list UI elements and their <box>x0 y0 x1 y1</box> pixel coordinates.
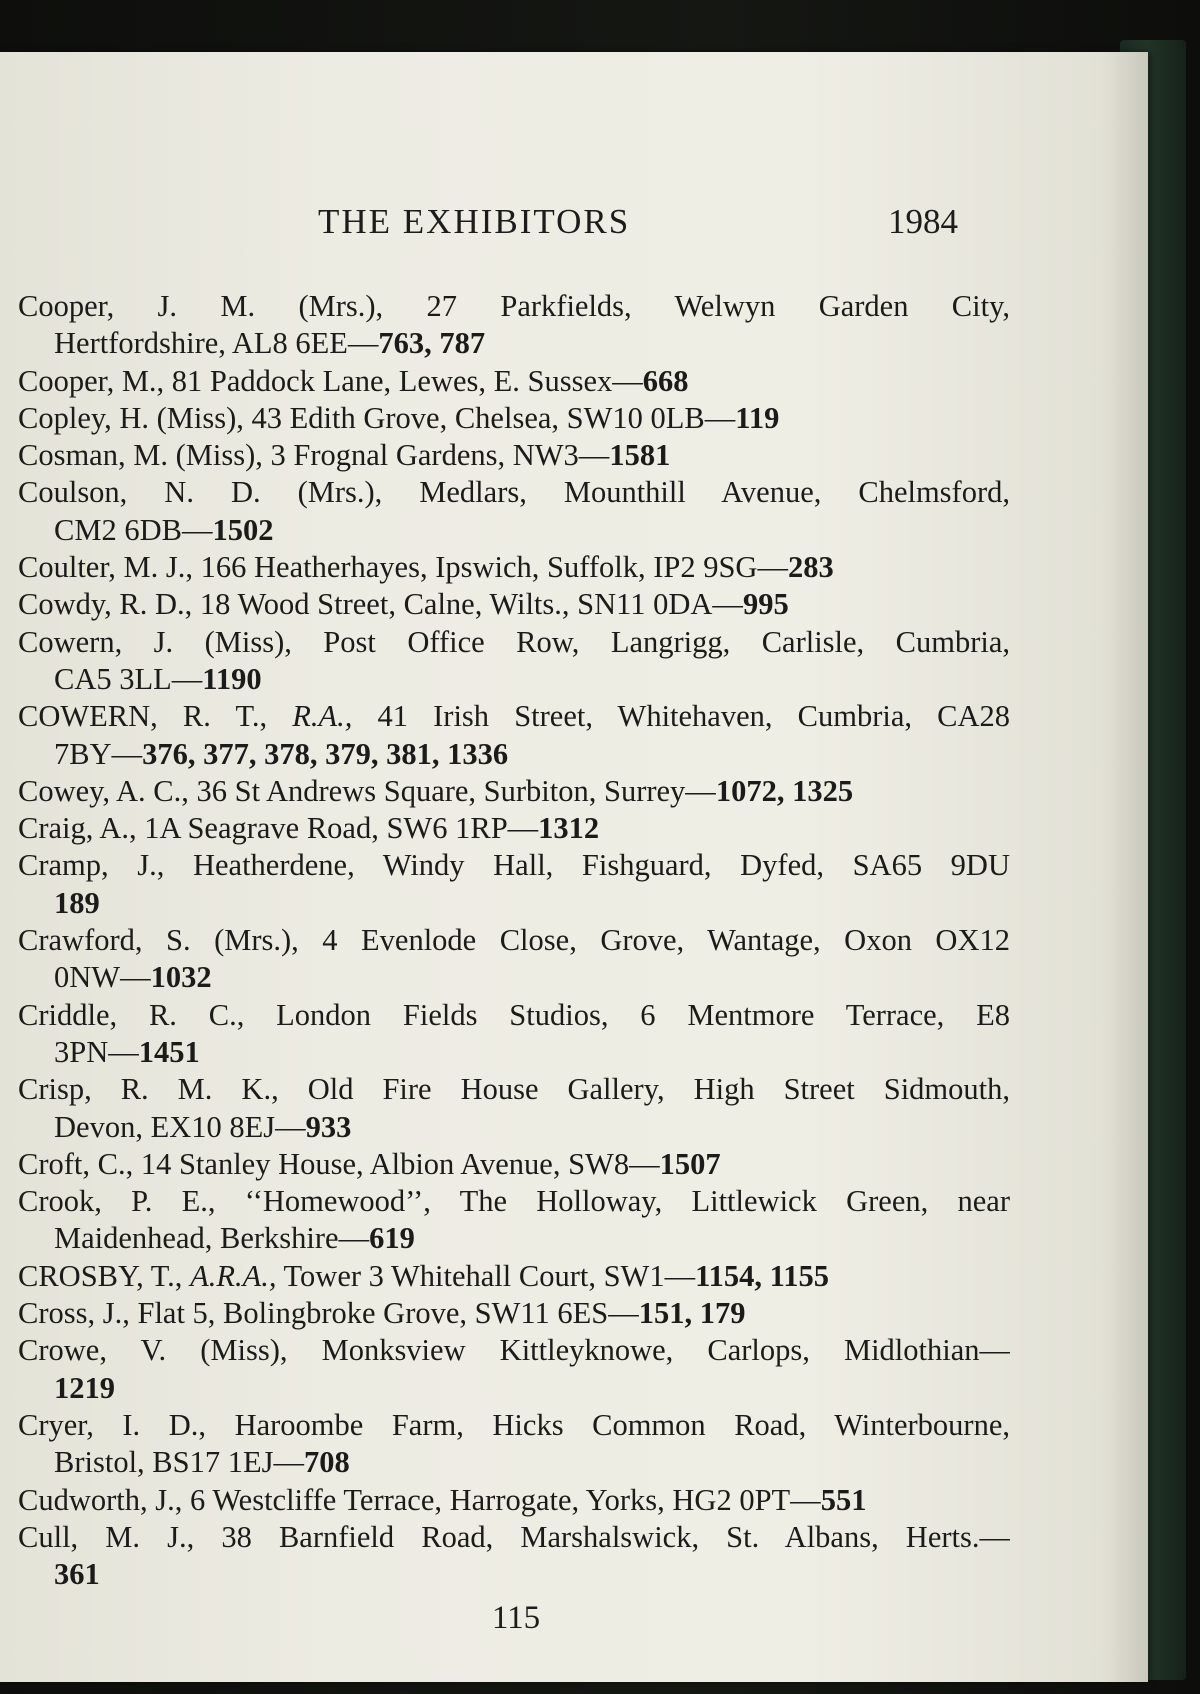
exhibitor-address: 41 Irish Street, Whitehaven, Cumbria, CA28 <box>377 699 1010 734</box>
entry-line <box>18 922 1010 959</box>
catalogue-numbers: 995 <box>742 587 789 622</box>
exhibitor-address: Cowdy, R. D., 18 Wood Street, Calne, Wilts., SN11 0DA— <box>18 587 743 622</box>
catalogue-numbers: 1502 <box>212 512 274 547</box>
exhibitor-address-continued: 7BY— <box>54 736 143 771</box>
exhibitor-address-continued: Bristol, BS17 1EJ— <box>54 1445 304 1480</box>
entry-line <box>18 1183 1010 1220</box>
exhibitor-entry <box>18 1071 1010 1146</box>
exhibitor-entry <box>18 810 1010 847</box>
exhibitor-entry <box>18 1519 1010 1594</box>
entry-line <box>18 288 1010 325</box>
entry-line-continued <box>18 1556 1010 1593</box>
entry-line-continued <box>18 885 1010 922</box>
exhibitor-entry <box>18 400 1010 437</box>
entry-line <box>18 1482 1010 1519</box>
exhibitor-address: Crook, P. E., ‘‘Homewood’’, The Holloway, Littlewick Green, near <box>18 1184 1010 1219</box>
entry-line <box>18 1332 1010 1369</box>
exhibitor-address-continued: CM2 6DB— <box>54 512 213 547</box>
exhibitor-address: Coulter, M. J., 166 Heatherhayes, Ipswich, Suffolk, IP2 9SG— <box>18 550 788 585</box>
entry-line-continued <box>18 736 1010 773</box>
exhibitor-address: Craig, A., 1A Seagrave Road, SW6 1RP— <box>18 811 539 846</box>
catalogue-numbers: 376, 377, 378, 379, 381, 1336 <box>142 736 509 771</box>
catalogue-numbers: 1032 <box>150 960 212 995</box>
entry-line-continued <box>18 661 1010 698</box>
exhibitor-entry <box>18 1258 1010 1295</box>
exhibitor-address: Cooper, M., 81 Paddock Lane, Lewes, E. Sussex— <box>18 363 643 398</box>
catalogue-numbers: 763, 787 <box>378 326 486 361</box>
exhibitor-address-continued: 0NW— <box>54 960 151 995</box>
exhibitor-address: Cudworth, J., 6 Westcliffe Terrace, Harrogate, Yorks, HG2 0PT— <box>18 1482 821 1517</box>
catalogue-numbers: 151, 179 <box>638 1296 746 1331</box>
catalogue-numbers: 1190 <box>202 661 262 696</box>
entry-line <box>18 400 1010 437</box>
exhibitor-address-continued: 3PN— <box>54 1034 139 1069</box>
exhibitor-address: Cull, M. J., 38 Barnfield Road, Marshalswick, St. Albans, Herts.— <box>18 1519 1010 1554</box>
exhibitor-entry <box>18 549 1010 586</box>
page-title: THE EXHIBITORS <box>318 202 631 241</box>
entry-line <box>18 437 1010 474</box>
entry-line-continued <box>18 325 1010 362</box>
entry-line <box>18 549 1010 586</box>
exhibitor-entry <box>18 773 1010 810</box>
catalogue-numbers: 1154, 1155 <box>695 1258 829 1293</box>
exhibitor-address: Cross, J., Flat 5, Bolingbroke Grove, SW11 6ES— <box>18 1296 639 1331</box>
exhibitor-list <box>18 288 1010 1593</box>
catalogue-numbers: 551 <box>820 1482 867 1517</box>
catalogue-numbers: 1507 <box>659 1146 721 1181</box>
exhibitor-address: Coulson, N. D. (Mrs.), Medlars, Mounthill Avenue, Chelmsford, <box>18 475 1010 510</box>
entry-line <box>18 1295 1010 1332</box>
exhibitor-entry <box>18 1295 1010 1332</box>
entry-line <box>18 1258 1010 1295</box>
exhibitor-entry <box>18 1146 1010 1183</box>
exhibitor-entry <box>18 922 1010 997</box>
exhibitor-address-continued: Maidenhead, Berkshire— <box>54 1221 370 1256</box>
entry-line-continued <box>18 959 1010 996</box>
entry-line <box>18 1519 1010 1556</box>
entry-line <box>18 363 1010 400</box>
catalogue-numbers: 119 <box>735 400 780 435</box>
entry-line <box>18 1071 1010 1108</box>
catalogue-numbers: 1451 <box>138 1034 200 1069</box>
exhibitor-address: Cryer, I. D., Haroombe Farm, Hicks Common Road, Winterbourne, <box>18 1407 1010 1442</box>
exhibitor-address: Croft, C., 14 Stanley House, Albion Avenue, SW8— <box>18 1146 660 1181</box>
exhibitor-address: Crisp, R. M. K., Old Fire House Gallery, High Street Sidmouth, <box>18 1072 1010 1107</box>
exhibitor-address-continued: Devon, EX10 8EJ— <box>54 1109 306 1144</box>
entry-line <box>18 997 1010 1034</box>
exhibitor-entry <box>18 474 1010 549</box>
academic-title: A.R.A., <box>190 1258 277 1293</box>
exhibitor-address-continued: CA5 3LL— <box>54 661 203 696</box>
entry-line <box>18 624 1010 661</box>
catalogue-numbers: 1581 <box>609 438 671 473</box>
exhibitor-address: Cooper, J. M. (Mrs.), 27 Parkfields, Welwyn Garden City, <box>18 289 1010 323</box>
exhibitor-entry <box>18 1332 1010 1407</box>
exhibitor-address: Copley, H. (Miss), 43 Edith Grove, Chelsea, SW10 0LB— <box>18 400 736 435</box>
exhibitor-name: CROSBY, T., <box>18 1258 183 1293</box>
exhibitor-entry <box>18 1183 1010 1258</box>
exhibitor-entry <box>18 847 1010 922</box>
book-page <box>0 52 1148 1682</box>
entry-line <box>18 1146 1010 1183</box>
exhibitor-name: COWERN, R. T., <box>18 699 268 734</box>
exhibitor-entry <box>18 997 1010 1072</box>
catalogue-numbers: 933 <box>305 1109 352 1144</box>
catalogue-numbers: 708 <box>303 1445 350 1480</box>
entry-line-continued <box>18 1220 1010 1257</box>
page-number: 115 <box>491 1600 541 1636</box>
exhibitor-address: Tower 3 Whitehall Court, SW1— <box>283 1258 696 1293</box>
entry-line <box>18 586 1010 623</box>
exhibitor-entry <box>18 363 1010 400</box>
catalogue-numbers: 283 <box>787 550 834 585</box>
exhibitor-entry <box>18 624 1010 699</box>
academic-title: R.A., <box>292 699 353 734</box>
exhibitor-address: Crowe, V. (Miss), Monksview Kittleyknowe, Carlops, Midlothian— <box>18 1333 1010 1368</box>
exhibitor-address: Cowey, A. C., 36 St Andrews Square, Surbiton, Surrey— <box>18 773 716 808</box>
exhibitor-entry <box>18 1407 1010 1482</box>
exhibitor-entry <box>18 1482 1010 1519</box>
entry-line <box>18 1407 1010 1444</box>
entry-line-continued <box>18 1370 1010 1407</box>
exhibitor-address: Cosman, M. (Miss), 3 Frognal Gardens, NW3— <box>18 438 610 473</box>
exhibitor-entry <box>18 288 1010 363</box>
entry-line-continued <box>18 1109 1010 1146</box>
catalogue-numbers: 1312 <box>538 811 600 846</box>
exhibitor-address: Cramp, J., Heatherdene, Windy Hall, Fishguard, Dyfed, SA65 9DU <box>18 848 1010 883</box>
catalogue-numbers: 619 <box>369 1221 415 1256</box>
catalogue-numbers: 1219 <box>54 1370 115 1405</box>
entry-line <box>18 810 1010 847</box>
entry-line-continued <box>18 512 1010 549</box>
catalogue-numbers: 668 <box>642 363 689 398</box>
entry-line <box>18 773 1010 810</box>
exhibitor-address: Cowern, J. (Miss), Post Office Row, Langrigg, Carlisle, Cumbria, <box>18 624 1010 659</box>
exhibitor-address: Criddle, R. C., London Fields Studios, 6 Mentmore Terrace, E8 <box>18 997 1010 1032</box>
page-year: 1984 <box>888 202 958 241</box>
entry-line-continued <box>18 1034 1010 1071</box>
catalogue-numbers: 1072, 1325 <box>715 773 854 808</box>
entry-line <box>18 698 1010 735</box>
exhibitor-entry <box>18 437 1010 474</box>
entry-line <box>18 847 1010 884</box>
catalogue-numbers: 189 <box>54 885 100 920</box>
entry-line-continued <box>18 1444 1010 1481</box>
exhibitor-address-continued: Hertfordshire, AL8 6EE— <box>54 326 379 361</box>
entry-line <box>18 474 1010 511</box>
running-header <box>318 202 958 246</box>
exhibitor-entry <box>18 586 1010 623</box>
exhibitor-address: Crawford, S. (Mrs.), 4 Evenlode Close, Grove, Wantage, Oxon OX12 <box>18 923 1010 958</box>
exhibitor-entry <box>18 698 1010 773</box>
catalogue-numbers: 361 <box>54 1557 100 1592</box>
